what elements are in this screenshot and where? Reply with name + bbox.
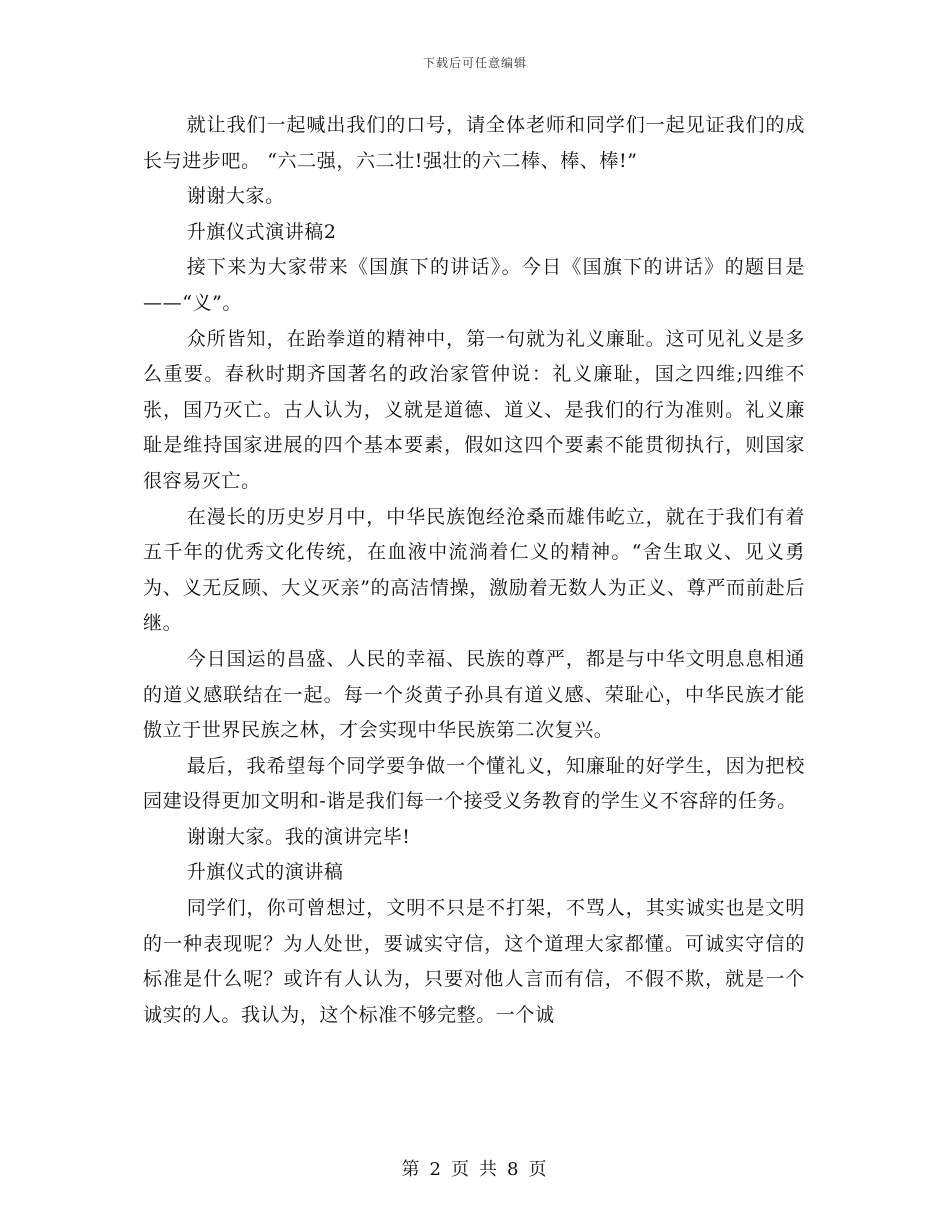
paragraph: 接下来为大家带来《国旗下的讲话》。今日《国旗下的讲话》的题目是——“义”。: [143, 256, 805, 314]
paragraph: 在漫长的历史岁月中，中华民族饱经沧桑而雄伟屹立，就在于我们有着五千年的优秀文化传统，在血液中流淌着仁义的精神。“舍生取义、见义勇为、义无反顾、大义灭亲”的高洁情操，激励着无数人为正义、尊严而前赴后继。: [143, 505, 805, 635]
footer-label-page: 第: [401, 1159, 422, 1180]
paragraph: 最后，我希望每个同学要争做一个懂礼义，知廉耻的好学生，因为把校园建设得更加文明和-谐是我们每一个接受义务教育的学生义不容辞的任务。: [143, 754, 805, 813]
footer-label-total: 共: [479, 1159, 499, 1180]
section-heading: 升旗仪式的演讲稿: [186, 861, 344, 884]
paragraph: 谢谢大家。我的演讲完毕!: [186, 825, 411, 848]
section-heading: 升旗仪式演讲稿2: [186, 220, 337, 243]
paragraph: 同学们，你可曾想过，文明不只是不打架，不骂人，其实诚实也是文明的一种表现呢？为人处世，要诚实守信，这个道理大家都懂。可诚实守信的标准是什么呢？或许有人认为，只要对他人言而有信，不假不欺，就是一个诚实的人。我认为，这个标准不够完整。一个诚: [143, 897, 805, 1026]
document-body: [143, 108, 805, 1033]
paragraph: 众所皆知，在跆拳道的精神中，第一句就为礼义廉耻。这可见礼义是多么重要。春秋时期齐国著名的政治家管仲说：礼义廉耻，国之四维;四维不张，国乃灭亡。古人认为，义就是道德、道义、是我们的行为准则。礼义廉耻是维持国家进展的四个基本要素，假如这四个要素不能贯彻执行，则国家很容易灭亡。: [143, 327, 805, 492]
footer-current-page: 2: [429, 1159, 443, 1180]
paragraph: 谢谢大家。: [186, 185, 285, 208]
paragraph: 今日国运的昌盛、人民的幸福、民族的尊严，都是与中华文明息息相通的道义感联结在一起。每一个炎黄子孙具有道义感、荣耻心，中华民族才能傲立于世界民族之林，才会实现中华民族第二次复兴。: [143, 647, 805, 742]
footer-label-page-unit: 页: [451, 1159, 471, 1180]
footer-total-pages: 8: [507, 1159, 521, 1180]
page-footer: [0, 1155, 950, 1181]
paragraph: 就让我们一起喊出我们的口号，请全体老师和同学们一起见证我们的成长与进步吧。 “六二强，六二壮!强壮的六二棒、棒、棒!”: [143, 114, 805, 172]
header-note: 下载后可任意编辑: [422, 56, 527, 70]
footer-label-total-unit: 页: [528, 1159, 549, 1180]
